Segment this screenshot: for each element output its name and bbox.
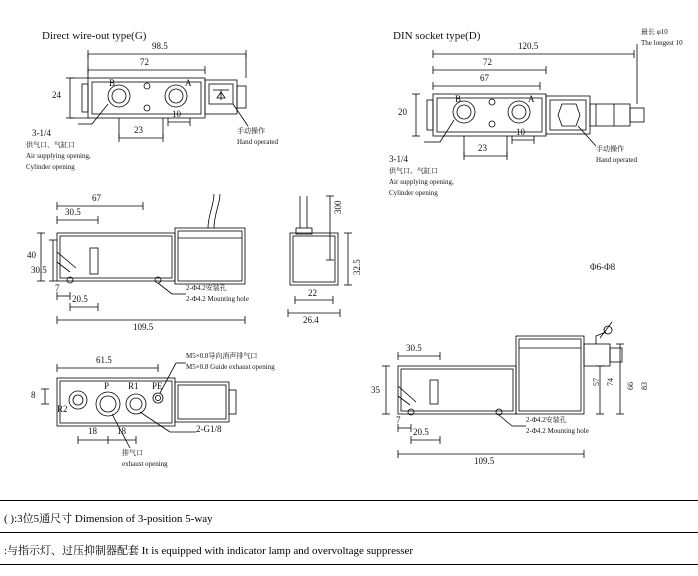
footnote-line-2: :与指示灯、过压抑制器配套 It is equipped with indicator lamp and overvoltage suppresser [4,545,414,557]
left-front-dim-20-5: 20.5 [72,294,88,304]
left-front-dim-7: 7 [55,283,60,293]
right-dim-67: 67 [480,73,489,83]
right-thread-en-1: Air supplying opening, [389,178,454,186]
footnote-divider-top [0,500,698,501]
footnote-divider-middle [0,532,698,533]
right-front-dim-57: 57 [592,378,601,386]
right-front-dim-7: 7 [396,415,401,425]
bottom-port-r1: R1 [128,381,139,391]
guide-exhaust-en: M5×0.8 Guide exhaust opening [186,363,275,371]
right-dim-72: 72 [483,57,492,67]
bottom-2-g18: 2-G1/8 [196,424,222,434]
right-front-dim-109-5: 109.5 [474,456,495,466]
left-mounting-hole-cn: 2-Φ4.2安装孔 [186,284,227,292]
bottom-port-r2: R2 [57,404,68,414]
left-side-dim-32-5: 32.5 [352,259,362,275]
left-dim-98-5: 98.5 [152,41,168,51]
bottom-dim-61-5: 61.5 [96,355,112,365]
right-dim-20: 20 [398,107,407,117]
right-port-a-label: A [528,94,535,104]
bottom-dim-18-a: 18 [88,426,97,436]
left-side-dim-22: 22 [308,288,317,298]
left-dim-23: 23 [134,125,143,135]
right-dim-10: 10 [516,127,525,137]
right-manual-cn: 手动操作 [596,145,624,153]
left-port-a-label: A [185,78,192,88]
left-thread-en-2: Cylinder opening [26,163,75,171]
exhaust-opening-cn: 排气口 [122,449,143,457]
footnote-line-1: ( ):3位5通尺寸 Dimension of 3-position 5-way [4,513,213,525]
right-dim-120-5: 120.5 [518,41,539,51]
left-front-dim-67: 67 [92,193,101,203]
left-front-dim-30-5: 30.5 [65,207,81,217]
left-dim-24: 24 [52,90,61,100]
left-dim-10: 10 [172,109,181,119]
right-front-dim-35: 35 [371,385,380,395]
left-front-dim-109-5: 109.5 [133,322,154,332]
right-front-dim-83: 83 [640,382,649,390]
left-drawing-title: Direct wire-out type(G) [42,30,147,42]
right-front-dim-20-5: 20.5 [413,427,429,437]
bottom-port-p: P [104,381,110,391]
longest-dia-cn: 最长 φ10 [641,28,668,36]
exhaust-opening-en: exhaust opening [122,460,168,468]
right-front-dim-66: 66 [626,382,635,390]
right-manual-en: Hand operated [596,156,638,164]
right-mounting-hole-en: 2-Φ4.2 Mounting hole [526,427,589,435]
left-mounting-hole-en: 2-Φ4.2 Mounting hole [186,295,249,303]
footnote-divider-bottom [0,564,698,565]
right-front-dim-30-5: 30.5 [406,343,422,353]
bottom-dim-8: 8 [31,390,36,400]
right-mounting-hole-cn: 2-Φ4.2安装孔 [526,416,567,424]
left-front-dim-40: 40 [27,250,36,260]
right-front-dim-phi: Φ6-Φ8 [590,262,616,272]
guide-exhaust-cn: M5×0.8导向消声排气口 [186,352,258,360]
right-front-dim-74: 74 [606,378,615,386]
bottom-port-pe: PE [152,381,163,391]
left-dim-72: 72 [140,57,149,67]
bottom-dim-18-b: 18 [117,426,126,436]
right-thread-cn: 供气口、气缸口 [389,167,438,175]
left-thread-en-1: Air supplying opening, [26,152,91,160]
left-manual-cn: 手动操作 [237,127,265,135]
right-drawing-title: DIN socket type(D) [393,30,481,42]
right-thread-en-2: Cylinder opening [389,189,438,197]
left-manual-en: Hand operated [237,138,279,146]
left-port-b-label: B [109,78,116,88]
right-port-b-label: B [455,94,462,104]
longest-dia-en: The longest 10 [641,39,683,47]
left-side-dim-26-4: 26.4 [303,315,319,325]
left-front-dim-30-5b: 30.5 [31,265,47,275]
left-thread-spec: 3-1/4 [32,128,51,138]
left-thread-cn: 供气口、气缸口 [26,141,75,149]
left-side-dim-300: 300 [333,200,343,214]
right-thread-spec: 3-1/4 [389,154,408,164]
right-dim-23: 23 [478,143,487,153]
